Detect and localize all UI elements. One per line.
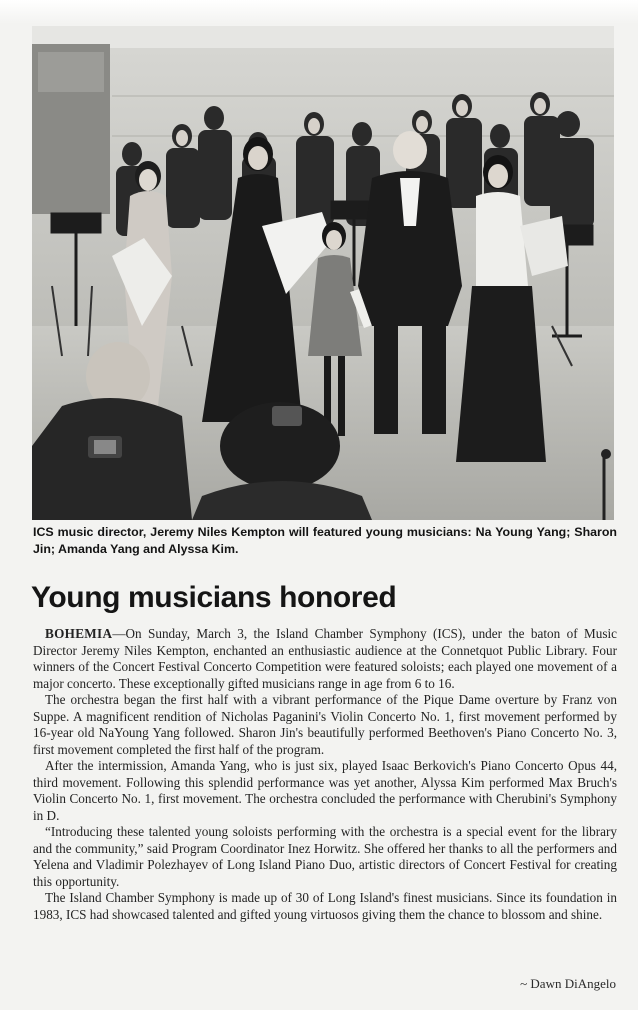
- concert-photo-icon: [32, 26, 614, 520]
- article-paragraph-2: The orchestra began the first half with a vibrant performance of the Pique Dame overture by Franz von Suppe. A magnificent rendition of Nicholas Paganini's Violin Concerto No. 1, first movement performed by 16-year old NaYoung Yang followed. Sharon Jin's beautifully performed Beethoven's Piano Concerto No. 3, first movement completed the first half of the program.: [33, 692, 617, 757]
- byline: ~ Dawn DiAngelo: [520, 976, 616, 991]
- article-paragraph-1: [33, 626, 617, 692]
- article-paragraph-4: “Introducing these talented young soloists performing with the orchestra is a special event for the library and the community,” said Program Coordinator Inez Horwitz. She offered her thanks to all the performers and Yelena and Vladimir Polezhayev of Long Island Piano Duo, artistic directors of Concert Festival for creating this opportunity.: [33, 824, 617, 889]
- clipping-edge: [0, 0, 638, 24]
- headline: Young musicians honored: [31, 581, 397, 614]
- article-body: [33, 626, 617, 923]
- photo-caption: ICS music director, Jeremy Niles Kempton will featured young musicians: Na Young Yang; Sharon Jin; Amanda Yang and Alyssa Kim.: [33, 525, 617, 556]
- article-paragraph-1-text: —On Sunday, March 3, the Island Chamber Symphony (ICS), under the baton of Music Director Jeremy Niles Kempton, enchanted an enthusiastic audience at the Connetquot Public Library. Four winners of the Concert Festival Concerto Competition were featured soloists; each played one movement of a major concerto. These exceptionally gifted musicians range in age from 6 to 16.: [33, 626, 617, 691]
- concert-photo: [32, 26, 614, 520]
- article-paragraph-3: After the intermission, Amanda Yang, who is just six, played Isaac Berkovich's Piano Concerto Opus 44, third movement. Following this splendid performance was yet another, Alyssa Kim performed Max Bruch's Violin Concerto No. 1, first movement. The orchestra concluded the performance with Cherubini's Symphony in D.: [33, 758, 617, 823]
- article-paragraph-5: The Island Chamber Symphony is made up of 30 of Long Island's finest musicians. Since its foundation in 1983, ICS had showcased talented and gifted young virtuosos giving them the chance to blossom and shine.: [33, 890, 617, 922]
- dateline: BOHEMIA: [45, 626, 113, 641]
